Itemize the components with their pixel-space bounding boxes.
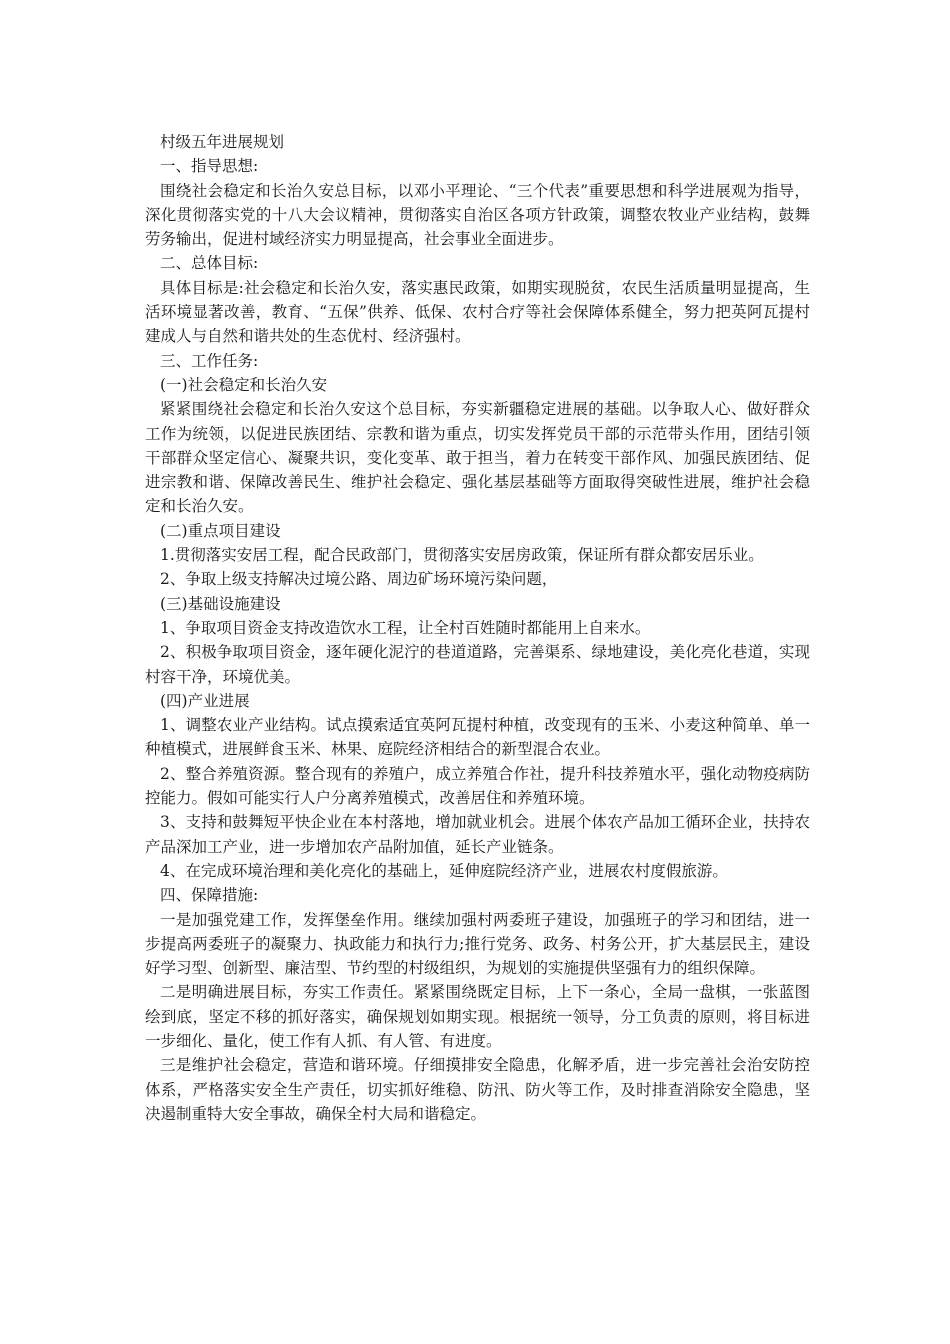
paragraph-safeguard: 一是加强党建工作，发挥堡垒作用。继续加强村两委班子建设，加强班子的学习和团结，进一步提高两委班子的凝聚力、执政能力和执行力;推行党务、政务、村务公开，扩大基层民主，建设好学习型、创新型、廉洁型、节约型的村级组织，为规划的实施提供坚强有力的组织保障。 xyxy=(145,910,810,978)
list-item: 1、争取项目资金支持改造饮水工程，让全村百姓随时都能用上自来水。 xyxy=(160,618,651,637)
document-body xyxy=(145,130,810,1126)
list-item: 2、积极争取项目资金，逐年硬化泥泞的巷道道路，完善渠系、绿地建设，美化亮化巷道，实现村容干净，环境优美。 xyxy=(145,643,810,686)
list-item: 4、在完成环境治理和美化亮化的基础上，延伸庭院经济产业，进展农村度假旅游。 xyxy=(160,861,728,880)
section-heading-safeguards: 四、保障措施: xyxy=(160,886,259,905)
list-item: 2、整合养殖资源。整合现有的养殖户，成立养殖合作社，提升科技养殖水平，强化动物疫病防控能力。假如可能实行人户分离养殖模式，改善居住和养殖环境。 xyxy=(145,764,810,808)
section-heading-tasks: 三、工作任务: xyxy=(160,351,259,370)
subheading-key-projects: (二)重点项目建设 xyxy=(160,521,281,540)
section-heading-overall-goal: 二、总体目标: xyxy=(160,254,259,273)
paragraph-safeguard: 二是明确进展目标，夯实工作责任。紧紧围绕既定目标，上下一条心，全局一盘棋，一张蓝图绘到底，坚定不移的抓好落实，确保规划如期实现。根据统一领导，分工负责的原则，将目标进一步细化、量化，使工作有人抓、有人管、有进度。 xyxy=(145,983,810,1050)
list-item: 3、支持和鼓舞短平快企业在本村落地，增加就业机会。进展个体农产品加工循环企业，扶持农产品深加工产业，进一步增加农产品附加值，延长产业链条。 xyxy=(145,813,810,856)
paragraph-social-stability: 紧紧围绕社会稳定和长治久安这个总目标，夯实新疆稳定进展的基础。以争取人心、做好群众工作为统领，以促进民族团结、宗教和谐为重点，切实发挥党员干部的示范带头作用，团结引领干部群众坚定信心、凝聚共识，变化变革、敢于担当，着力在转变干部作风、加强民族团结、促进宗教和谐、保障改善民生、维护社会稳定、强化基层基础等方面取得突破性进展，维护社会稳定和长治久安。 xyxy=(145,400,810,516)
list-item: 1.贯彻落实安居工程，配合民政部门，贯彻落实安居房政策，保证所有群众都安居乐业。 xyxy=(160,546,764,565)
paragraph-overall-goal: 具体目标是:社会稳定和长治久安，落实惠民政策，如期实现脱贫，农民生活质量明显提高，生活环境显著改善，教育、“五保”供养、低保、农村合疗等社会保障体系健全，努力把英阿瓦提村建成人与自然和谐共处的生态优村、经济强村。 xyxy=(145,278,810,346)
list-item: 1、调整农业产业结构。试点摸索适宜英阿瓦提村种植，改变现有的玉米、小麦这种简单、单一种植模式，进展鲜食玉米、林果、庭院经济相结合的新型混合农业。 xyxy=(145,716,810,759)
paragraph-guiding-ideology: 围绕社会稳定和长治久安总目标，以邓小平理论、“三个代表”重要思想和科学进展观为指导，深化贯彻落实党的十八大会议精神，贯彻落实自治区各项方针政策，调整农牧业产业结构，鼓舞劳务输出，促进村域经济实力明显提高，社会事业全面进步。 xyxy=(145,181,810,249)
subheading-industry: (四)产业进展 xyxy=(160,691,250,710)
subheading-infrastructure: (三)基础设施建设 xyxy=(160,594,281,613)
paragraph-safeguard: 三是维护社会稳定，营造和谐环境。仔细摸排安全隐患，化解矛盾，进一步完善社会治安防控体系，严格落实安全生产责任，切实抓好维稳、防汛、防火等工作，及时排查消除安全隐患，坚决遏制重特大安全事故，确保全村大局和谐稳定。 xyxy=(145,1056,810,1123)
list-item: 2、争取上级支持解决过境公路、周边矿场环境污染问题， xyxy=(160,570,558,589)
subheading-social-stability: (一)社会稳定和长治久安 xyxy=(160,375,328,394)
document-title: 村级五年进展规划 xyxy=(160,133,285,151)
section-heading-guiding-ideology: 一、指导思想: xyxy=(160,157,259,176)
